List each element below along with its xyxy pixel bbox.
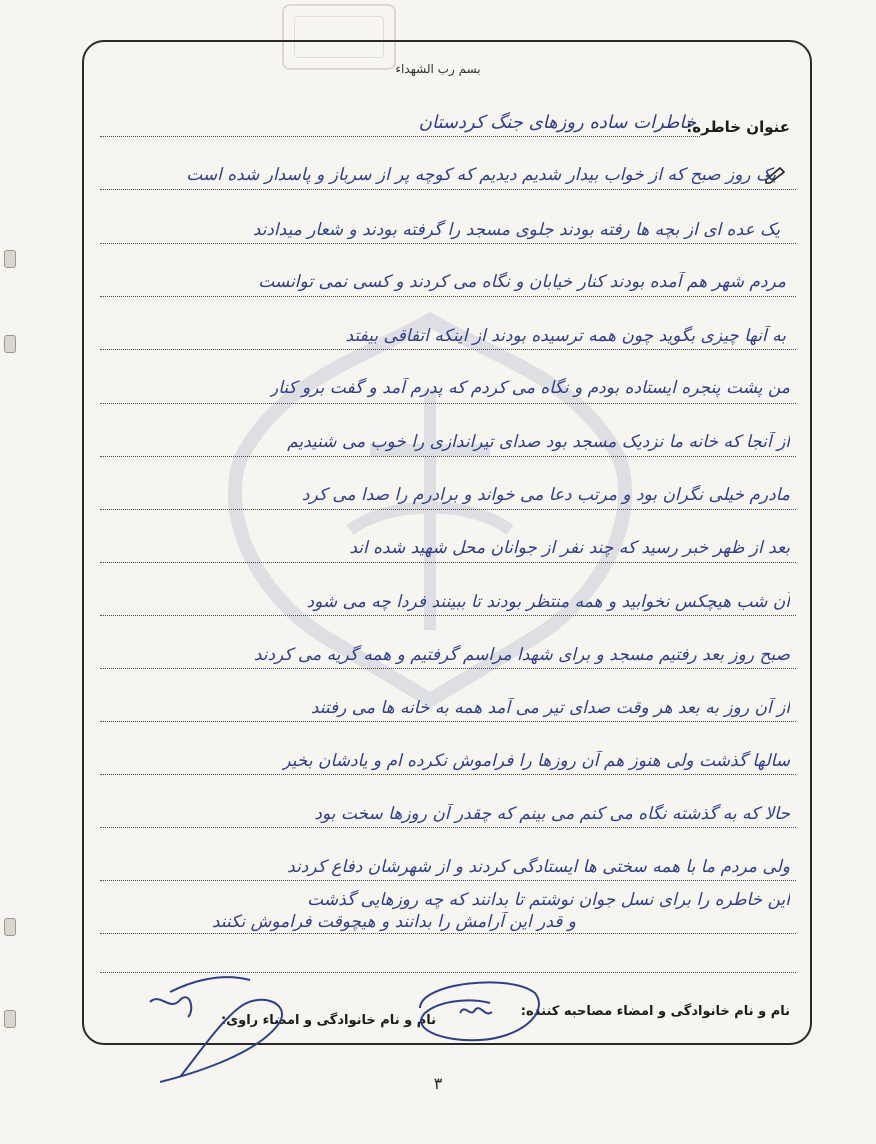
narrator-signature: [140, 962, 300, 1092]
handwritten-line: این خاطره را برای نسل جوان نوشتم تا بدانند که چه روزهایی گذشت: [307, 890, 790, 910]
rule-line: [100, 509, 796, 510]
rule-line: [100, 668, 796, 669]
handwritten-line: و قدر این آرامش را بدانند و هیچوقت فراموش نکنند: [211, 912, 576, 932]
binder-hole: [4, 918, 16, 936]
rule-line: [100, 403, 796, 404]
binder-hole: [4, 1010, 16, 1028]
handwritten-line: یک روز صبح که از خواب بیدار شدیم دیدیم که کوچه پر از سرباز و پاسدار شده است: [186, 165, 776, 185]
interviewer-signature: [400, 968, 550, 1048]
handwritten-line: یک عده ای از بچه ها رفته بودند جلوی مسجد را گرفته بودند و شعار میدادند: [252, 220, 780, 240]
rule-line: [100, 774, 796, 775]
handwritten-line: به آنها چیزی بگوید چون همه ترسیده بودند از اینکه اتفاقی بیفتد: [345, 326, 786, 346]
rule-line: [100, 880, 796, 881]
rule-line: [100, 721, 796, 722]
rule-line: [100, 189, 796, 190]
handwritten-line: من پشت پنجره ایستاده بودم و نگاه می کردم که پدرم آمد و گفت برو کنار: [270, 378, 790, 398]
rule-line: [100, 296, 796, 297]
handwritten-line: حالا که به گذشته نگاه می کنم می بینم که چقدر آن روزها سخت بود: [314, 804, 790, 824]
binder-hole: [4, 250, 16, 268]
handwritten-line: آن شب هیچکس نخوابید و همه منتظر بودند تا ببینند فردا چه می شود: [306, 592, 790, 612]
handwritten-line: مادرم خیلی نگران بود و مرتب دعا می خواند و برادرم را صدا می کرد: [301, 485, 790, 505]
handwritten-line: بعد از ظهر خبر رسید که چند نفر از جوانان محل شهید شده اند: [349, 538, 790, 558]
page-number: ٣: [433, 1074, 443, 1093]
rule-line: [100, 933, 796, 934]
memory-title: خاطرات ساده روزهای جنگ کردستان: [418, 112, 696, 133]
handwritten-line: از آنجا که خانه ما نزدیک مسجد بود صدای تیراندازی را خوب می شنیدیم: [287, 432, 790, 452]
rule-line: [100, 349, 796, 350]
rule-line: [100, 615, 796, 616]
memory-title-label: عنوان خاطره:: [686, 118, 790, 136]
handwritten-line: از آن روز به بعد هر وقت صدای تیر می آمد همه به خانه ها می رفتند: [310, 698, 790, 718]
binder-hole: [4, 335, 16, 353]
rule-line: [100, 456, 796, 457]
rule-line: [100, 827, 796, 828]
rule-line: [100, 562, 796, 563]
rule-line: [100, 243, 796, 244]
rule-line: [100, 136, 700, 137]
interviewer-signature-label: نام و نام خانوادگی و امضاء مصاحبه کننده:: [520, 1004, 790, 1019]
page-header: بسم رب الشهداء: [395, 62, 481, 76]
handwritten-line: سالها گذشت ولی هنوز هم آن روزها را فراموش نکرده ام و یادشان بخیر: [282, 751, 790, 771]
handwritten-line: ولی مردم ما با همه سختی ها ایستادگی کردند و از شهرشان دفاع کردند: [287, 857, 790, 877]
handwritten-line: مردم شهر هم آمده بودند کنار خیابان و نگاه می کردند و کسی نمی توانست: [258, 272, 786, 292]
handwritten-line: صبح روز بعد رفتیم مسجد و برای شهدا مراسم گرفتیم و همه گریه می کردند: [253, 645, 790, 665]
narrator-signature-label: نام و نام خانوادگی و امضاء راوی:: [221, 1013, 436, 1028]
